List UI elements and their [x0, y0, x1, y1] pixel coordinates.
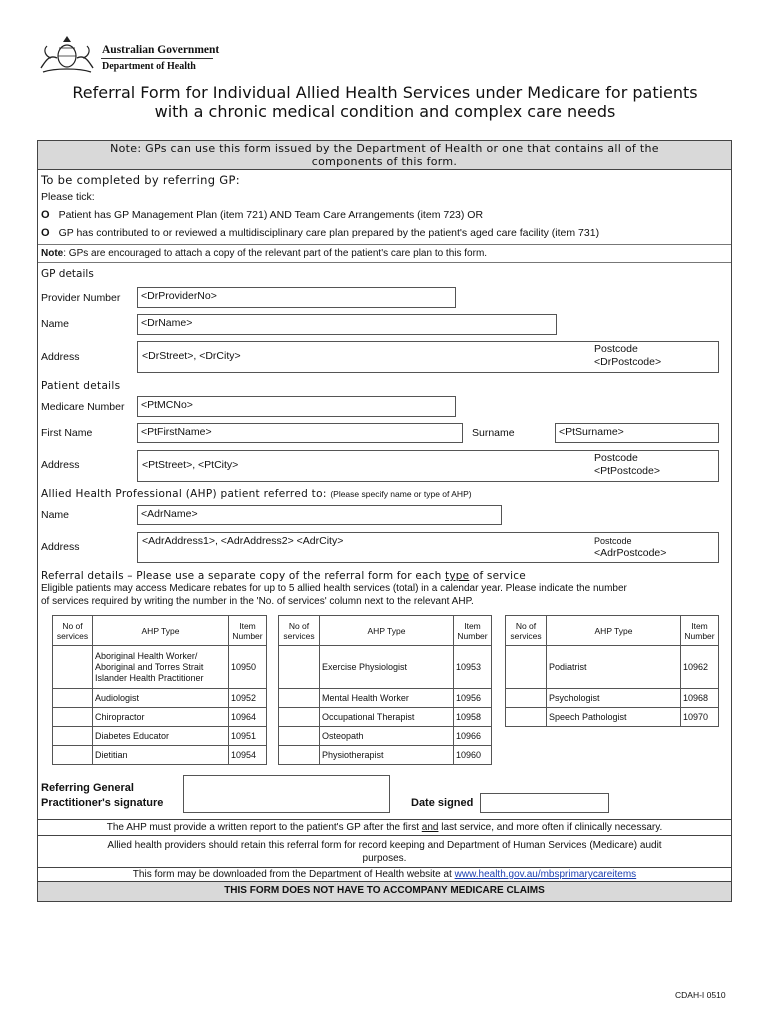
- ahp-type: Dietitian: [93, 746, 229, 765]
- ahp-type: Podiatrist: [547, 646, 681, 689]
- signature-field[interactable]: [183, 775, 390, 813]
- table-row: [53, 727, 267, 746]
- footer-line1-a: The AHP must provide a written report to the patient's GP after the first: [106, 822, 422, 833]
- ahp-type: Mental Health Worker: [320, 689, 454, 708]
- services-count-cell[interactable]: [53, 689, 93, 708]
- col-ahp-type: AHP Type: [320, 616, 454, 646]
- services-count-cell[interactable]: [53, 708, 93, 727]
- gp-address-value: <DrStreet>, <DrCity>: [142, 350, 241, 362]
- ahp-type: Osteopath: [320, 727, 454, 746]
- note-line-2: components of this form.: [311, 155, 458, 168]
- gp-address-label: Address: [41, 351, 80, 363]
- note-line-1: Note: GPs can use this form issued by the Department of Health or one that contains all of the: [110, 142, 659, 155]
- services-count-cell[interactable]: [279, 708, 320, 727]
- footer-line1-and: and: [421, 822, 439, 833]
- hdr-no-b: services: [283, 630, 315, 641]
- coat-of-arms-icon: [37, 34, 97, 76]
- footer-line2-b: purposes.: [362, 853, 407, 864]
- ahp-table-3: [505, 615, 719, 727]
- table-row: [279, 727, 492, 746]
- ahp-type: Psychologist: [547, 689, 681, 708]
- first-name-field[interactable]: <PtFirstName>: [137, 423, 463, 443]
- footer-line1-b: last service, and more often if clinically necessary.: [438, 822, 663, 833]
- col-item-number: [454, 616, 492, 646]
- ahp-type: Aboriginal Health Worker/: [95, 650, 198, 661]
- hdr-item-a: Item: [464, 620, 481, 631]
- item-number: 10954: [229, 746, 267, 765]
- radio-marker: O: [41, 209, 50, 221]
- ahp-type: Physiotherapist: [320, 746, 454, 765]
- signature-label-1: Referring General: [41, 782, 134, 794]
- ahp-type: Audiologist: [93, 689, 229, 708]
- patient-postcode-label: Postcode: [594, 452, 638, 464]
- services-count-cell[interactable]: [279, 646, 320, 689]
- hdr-item-b: Number: [684, 630, 715, 641]
- ahp-type: Aboriginal and Torres Strait: [95, 661, 204, 672]
- hdr-item-b: Number: [232, 630, 263, 641]
- ahp-name-label: Name: [41, 509, 70, 521]
- ahp-heading: [41, 488, 472, 500]
- table-row: [506, 689, 719, 708]
- item-number: 10962: [681, 646, 719, 689]
- divider: [38, 867, 731, 868]
- hdr-no-a: No of: [62, 620, 83, 631]
- medicare-number-field[interactable]: <PtMCNo>: [137, 396, 456, 417]
- ahp-type: Occupational Therapist: [320, 708, 454, 727]
- table-row: [279, 746, 492, 765]
- first-name-label: First Name: [41, 427, 93, 439]
- referral-heading-a: Referral details – Please use a separate copy of the referral form for each: [41, 570, 446, 582]
- referral-heading-b: of service: [469, 570, 526, 582]
- ahp-type: Diabetes Educator: [93, 727, 229, 746]
- referral-line-2: of services required by writing the number in the 'No. of services' column next to the relevant AHP.: [41, 596, 474, 607]
- hdr-item-a: Item: [239, 620, 256, 631]
- note-banner: [38, 141, 731, 170]
- ahp-table-1: [52, 615, 267, 765]
- gov-name: Australian Government: [102, 44, 220, 56]
- col-no-services: [506, 616, 547, 646]
- services-count-cell[interactable]: [53, 727, 93, 746]
- option-2-radio[interactable]: [41, 227, 599, 239]
- ahp-type: Speech Pathologist: [547, 708, 681, 727]
- services-count-cell[interactable]: [506, 646, 547, 689]
- divider: [38, 819, 731, 820]
- footer-report-note: [38, 822, 731, 833]
- ahp-address-value: <AdrAddress1>, <AdrAddress2> <AdrCity>: [142, 535, 344, 547]
- divider: [38, 835, 731, 836]
- patient-details-heading: Patient details: [41, 380, 121, 392]
- date-signed-label: Date signed: [411, 797, 474, 809]
- gp-name-label: Name: [41, 318, 70, 330]
- health-website-link[interactable]: www.health.gov.au/mbsprimarycareitems: [454, 869, 637, 880]
- footer-retain-note: [38, 839, 731, 865]
- footer-line2-a: Allied health providers should retain this referral form for record keeping and Department of Human Services (Medicare) audit: [107, 840, 662, 851]
- services-count-cell[interactable]: [279, 746, 320, 765]
- referral-heading-type: type: [445, 570, 470, 582]
- ahp-address-field[interactable]: [137, 532, 719, 563]
- table-row: [279, 689, 492, 708]
- table-row: [506, 708, 719, 727]
- option-1-label: Patient has GP Management Plan (item 721) AND Team Care Arrangements (item 723) OR: [58, 209, 484, 221]
- ahp-type: Islander Health Practitioner: [95, 672, 204, 683]
- note-text: : GPs are encouraged to attach a copy of the relevant part of the patient's care plan to this form.: [63, 248, 488, 259]
- option-1-radio[interactable]: [41, 209, 483, 221]
- surname-field[interactable]: <PtSurname>: [555, 423, 719, 443]
- gp-postcode-value: <DrPostcode>: [594, 356, 662, 368]
- table-row: [279, 646, 492, 689]
- col-ahp-type: AHP Type: [547, 616, 681, 646]
- provider-number-field[interactable]: <DrProviderNo>: [137, 287, 456, 308]
- patient-address-value: <PtStreet>, <PtCity>: [142, 459, 239, 471]
- table-row: [53, 646, 267, 689]
- col-item-number: [681, 616, 719, 646]
- services-count-cell[interactable]: [506, 689, 547, 708]
- item-number: 10960: [454, 746, 492, 765]
- hdr-no-a: No of: [288, 620, 310, 631]
- ahp-table-2: [278, 615, 492, 765]
- ahp-postcode-label: Postcode: [594, 536, 632, 546]
- footer-download-note: [38, 869, 731, 880]
- hdr-item-a: Item: [691, 620, 708, 631]
- option-2-label: GP has contributed to or reviewed a multidisciplinary care plan prepared by the patient's aged care facility (item 731): [58, 227, 600, 239]
- title-line-1: Referral Form for Individual Allied Health Services under Medicare for patients: [72, 83, 698, 102]
- table-row: [506, 646, 719, 689]
- patient-postcode-value: <PtPostcode>: [594, 465, 660, 477]
- item-number: 10956: [454, 689, 492, 708]
- footer-claims-banner: THIS FORM DOES NOT HAVE TO ACCOMPANY MEDICARE CLAIMS: [38, 881, 731, 901]
- col-no-services: [279, 616, 320, 646]
- item-number: 10968: [681, 689, 719, 708]
- hdr-no-b: services: [510, 630, 542, 641]
- item-number: 10951: [229, 727, 267, 746]
- ahp-type: Exercise Physiologist: [320, 646, 454, 689]
- surname-label: Surname: [472, 427, 515, 439]
- services-count-cell[interactable]: [506, 708, 547, 727]
- item-number: 10958: [454, 708, 492, 727]
- ahp-heading-text: Allied Health Professional (AHP) patient referred to:: [41, 488, 327, 500]
- table-row: [53, 689, 267, 708]
- item-number: 10970: [681, 708, 719, 727]
- table-row: [279, 708, 492, 727]
- col-no-services: [53, 616, 93, 646]
- hdr-no-a: No of: [515, 620, 537, 631]
- please-tick: Please tick:: [41, 191, 95, 203]
- item-number: 10950: [229, 646, 267, 689]
- col-item-number: [229, 616, 267, 646]
- signature-label: [41, 781, 163, 811]
- gp-address-field[interactable]: [137, 341, 719, 373]
- table-row: [53, 708, 267, 727]
- note-label: Note: [41, 248, 64, 259]
- services-count-cell[interactable]: [279, 689, 320, 708]
- table-row: [53, 746, 267, 765]
- title-line-2: with a chronic medical condition and complex care needs: [154, 102, 616, 121]
- ahp-name-field[interactable]: <AdrName>: [137, 505, 502, 525]
- radio-marker: O: [41, 227, 50, 239]
- item-number: 10964: [229, 708, 267, 727]
- ahp-address-label: Address: [41, 541, 80, 553]
- gp-heading: To be completed by referring GP:: [41, 173, 240, 187]
- hdr-item-b: Number: [457, 630, 488, 641]
- attach-note: [41, 248, 487, 259]
- patient-address-field[interactable]: [137, 450, 719, 482]
- ahp-heading-note: (Please specify name or type of AHP): [330, 489, 472, 499]
- signature-label-2: Practitioner's signature: [41, 797, 164, 809]
- divider: [38, 244, 731, 245]
- services-count-cell[interactable]: [53, 646, 93, 689]
- footer-line3-text: This form may be downloaded from the Department of Health website at: [132, 869, 455, 880]
- page-title: [0, 83, 770, 121]
- item-number: 10953: [454, 646, 492, 689]
- ahp-type: Chiropractor: [93, 708, 229, 727]
- divider: [38, 262, 731, 263]
- referral-line-1: Eligible patients may access Medicare rebates for up to 5 allied health services (total) in a calendar year. Please indicate the number: [41, 583, 627, 594]
- referral-heading: [41, 570, 526, 582]
- gp-postcode-label: Postcode: [594, 343, 638, 355]
- gp-name-field[interactable]: <DrName>: [137, 314, 557, 335]
- logo-divider: [101, 58, 213, 59]
- ahp-postcode-value: <AdrPostcode>: [594, 547, 667, 559]
- item-number: 10952: [229, 689, 267, 708]
- patient-address-label: Address: [41, 459, 80, 471]
- form-code: CDAH-I 0510: [675, 990, 726, 1000]
- item-number: 10966: [454, 727, 492, 746]
- col-ahp-type: AHP Type: [93, 616, 229, 646]
- medicare-number-label: Medicare Number: [41, 401, 125, 413]
- provider-number-label: Provider Number: [41, 292, 121, 304]
- gp-details-heading: GP details: [41, 268, 94, 280]
- hdr-no-b: services: [56, 630, 89, 641]
- services-count-cell[interactable]: [53, 746, 93, 765]
- services-count-cell[interactable]: [279, 727, 320, 746]
- gov-dept: Department of Health: [102, 61, 196, 72]
- date-signed-field[interactable]: [480, 793, 609, 813]
